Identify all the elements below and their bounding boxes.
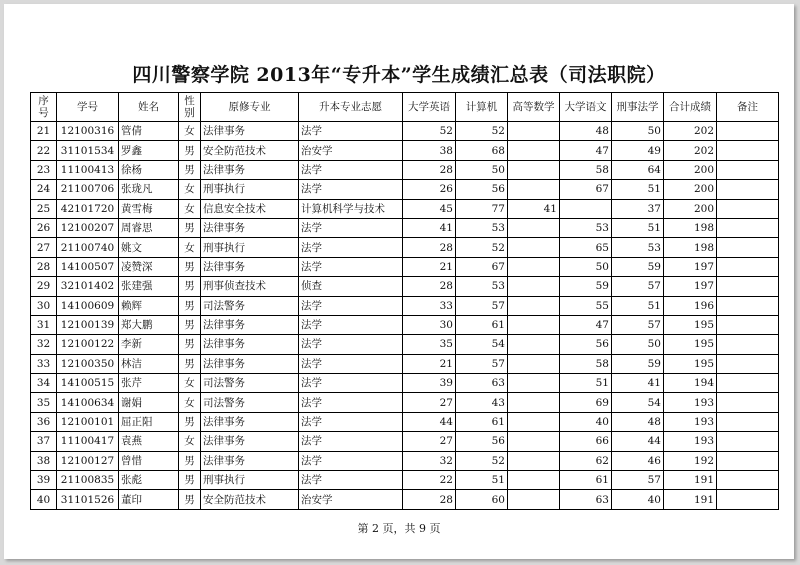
table-row [31,451,779,470]
cell-chinese: 40 [560,412,612,431]
cell-original-major: 法律事务 [201,160,299,179]
cell-criminal-law: 57 [612,315,664,334]
table-row [31,296,779,315]
cell-gender: 男 [179,471,201,490]
cell-gender: 女 [179,374,201,393]
cell-target-major: 法学 [299,238,403,257]
cell-chinese [560,199,612,218]
cell-student-id: 12100350 [57,354,119,373]
document-title: 四川警察学院 2013年“专升本”学生成绩汇总表（司法职院） [132,64,666,86]
table-row [31,432,779,451]
cell-original-major: 刑事执行 [201,238,299,257]
cell-name: 张芹 [119,374,179,393]
cell-name: 凌赞深 [119,257,179,276]
cell-math [508,218,560,237]
cell-student-id: 11100413 [57,160,119,179]
cell-computer: 67 [456,257,508,276]
cell-math [508,374,560,393]
header-criminal-law: 刑事法学 [612,93,664,122]
cell-total: 200 [664,180,717,199]
cell-math [508,315,560,334]
cell-english: 26 [403,180,456,199]
cell-student-id: 12100101 [57,412,119,431]
cell-english: 27 [403,393,456,412]
cell-gender: 男 [179,160,201,179]
cell-english: 33 [403,296,456,315]
cell-english: 28 [403,277,456,296]
cell-computer: 61 [456,315,508,334]
cell-math [508,335,560,354]
cell-original-major: 法律事务 [201,315,299,334]
cell-gender: 男 [179,141,201,160]
cell-english: 39 [403,374,456,393]
cell-computer: 61 [456,412,508,431]
cell-seq: 39 [31,471,57,490]
cell-remark [717,335,779,354]
cell-criminal-law: 59 [612,354,664,373]
cell-criminal-law: 53 [612,238,664,257]
cell-gender: 男 [179,490,201,509]
table-body [31,122,779,510]
cell-criminal-law: 41 [612,374,664,393]
cell-remark [717,218,779,237]
cell-student-id: 11100417 [57,432,119,451]
cell-criminal-law: 51 [612,218,664,237]
cell-english: 28 [403,160,456,179]
cell-student-id: 12100316 [57,122,119,141]
cell-remark [717,374,779,393]
header-student-id: 学号 [57,93,119,122]
cell-gender: 男 [179,354,201,373]
cell-remark [717,277,779,296]
cell-chinese: 51 [560,374,612,393]
cell-chinese: 65 [560,238,612,257]
cell-seq: 26 [31,218,57,237]
cell-total: 202 [664,122,717,141]
cell-seq: 23 [31,160,57,179]
cell-english: 28 [403,490,456,509]
cell-total: 200 [664,199,717,218]
cell-english: 21 [403,354,456,373]
cell-seq: 21 [31,122,57,141]
cell-target-major: 法学 [299,122,403,141]
cell-chinese: 55 [560,296,612,315]
table-row [31,374,779,393]
cell-chinese: 67 [560,180,612,199]
cell-total: 195 [664,315,717,334]
cell-name: 林洁 [119,354,179,373]
cell-original-major: 安全防范技术 [201,490,299,509]
cell-chinese: 59 [560,277,612,296]
cell-original-major: 法律事务 [201,412,299,431]
cell-original-major: 安全防范技术 [201,141,299,160]
cell-target-major: 法学 [299,354,403,373]
table-row [31,277,779,296]
cell-seq: 30 [31,296,57,315]
cell-seq: 32 [31,335,57,354]
cell-student-id: 21100835 [57,471,119,490]
cell-math [508,180,560,199]
cell-target-major: 法学 [299,393,403,412]
cell-criminal-law: 48 [612,412,664,431]
cell-criminal-law: 37 [612,199,664,218]
cell-student-id: 14100609 [57,296,119,315]
cell-remark [717,315,779,334]
cell-seq: 34 [31,374,57,393]
cell-total: 198 [664,238,717,257]
cell-total: 193 [664,432,717,451]
cell-student-id: 31101534 [57,141,119,160]
cell-remark [717,238,779,257]
table-row [31,218,779,237]
cell-original-major: 法律事务 [201,257,299,276]
cell-english: 30 [403,315,456,334]
cell-original-major: 法律事务 [201,218,299,237]
cell-remark [717,180,779,199]
cell-chinese: 58 [560,160,612,179]
cell-criminal-law: 44 [612,432,664,451]
cell-chinese: 47 [560,141,612,160]
cell-total: 200 [664,160,717,179]
cell-target-major: 法学 [299,471,403,490]
cell-computer: 50 [456,160,508,179]
cell-remark [717,122,779,141]
cell-math [508,122,560,141]
cell-name: 管倩 [119,122,179,141]
cell-english: 44 [403,412,456,431]
cell-gender: 女 [179,122,201,141]
header-gender: 性别 [179,93,201,122]
table-row [31,257,779,276]
cell-gender: 男 [179,257,201,276]
cell-student-id: 14100507 [57,257,119,276]
cell-math [508,141,560,160]
cell-math [508,471,560,490]
cell-target-major: 法学 [299,412,403,431]
cell-student-id: 31101526 [57,490,119,509]
table-row [31,199,779,218]
cell-target-major: 法学 [299,257,403,276]
cell-math [508,451,560,470]
cell-computer: 52 [456,238,508,257]
cell-remark [717,451,779,470]
cell-name: 黄雪梅 [119,199,179,218]
cell-total: 193 [664,393,717,412]
table-row [31,412,779,431]
cell-chinese: 48 [560,122,612,141]
cell-seq: 22 [31,141,57,160]
cell-remark [717,257,779,276]
cell-computer: 57 [456,354,508,373]
cell-gender: 男 [179,412,201,431]
header-total: 合计成绩 [664,93,717,122]
header-math: 高等数学 [508,93,560,122]
cell-gender: 女 [179,432,201,451]
cell-english: 41 [403,218,456,237]
cell-target-major: 法学 [299,160,403,179]
cell-name: 屈正阳 [119,412,179,431]
header-target-major: 升本专业志愿 [299,93,403,122]
cell-criminal-law: 57 [612,277,664,296]
table-row [31,471,779,490]
cell-gender: 男 [179,277,201,296]
cell-name: 赖辉 [119,296,179,315]
cell-remark [717,471,779,490]
score-table [30,92,779,510]
cell-original-major: 信息安全技术 [201,199,299,218]
cell-math [508,393,560,412]
cell-name: 周睿思 [119,218,179,237]
cell-student-id: 12100139 [57,315,119,334]
cell-student-id: 14100634 [57,393,119,412]
header-english: 大学英语 [403,93,456,122]
cell-name: 曾惜 [119,451,179,470]
cell-total: 197 [664,257,717,276]
cell-original-major: 法律事务 [201,432,299,451]
cell-seq: 40 [31,490,57,509]
cell-student-id: 21100740 [57,238,119,257]
cell-student-id: 12100122 [57,335,119,354]
cell-english: 32 [403,451,456,470]
table-row [31,335,779,354]
table-row [31,180,779,199]
document-page [4,4,794,559]
cell-original-major: 司法警务 [201,296,299,315]
cell-remark [717,412,779,431]
cell-english: 27 [403,432,456,451]
cell-seq: 25 [31,199,57,218]
cell-math [508,490,560,509]
cell-chinese: 66 [560,432,612,451]
cell-seq: 36 [31,412,57,431]
cell-total: 195 [664,354,717,373]
table-row [31,141,779,160]
cell-gender: 女 [179,393,201,412]
cell-math [508,412,560,431]
cell-criminal-law: 50 [612,122,664,141]
cell-computer: 54 [456,335,508,354]
cell-total: 196 [664,296,717,315]
cell-gender: 男 [179,315,201,334]
cell-name: 罗鑫 [119,141,179,160]
cell-original-major: 法律事务 [201,335,299,354]
cell-chinese: 47 [560,315,612,334]
cell-chinese: 50 [560,257,612,276]
cell-seq: 38 [31,451,57,470]
cell-target-major: 法学 [299,218,403,237]
cell-math [508,354,560,373]
cell-english: 45 [403,199,456,218]
cell-chinese: 53 [560,218,612,237]
cell-english: 28 [403,238,456,257]
header-name: 姓名 [119,93,179,122]
cell-english: 52 [403,122,456,141]
cell-name: 徐杨 [119,160,179,179]
table-row [31,354,779,373]
cell-criminal-law: 59 [612,257,664,276]
cell-computer: 52 [456,122,508,141]
cell-original-major: 司法警务 [201,393,299,412]
cell-math: 41 [508,199,560,218]
cell-original-major: 司法警务 [201,374,299,393]
page-number: 第 2 页，共 9 页 [357,522,441,535]
cell-gender: 男 [179,335,201,354]
cell-name: 张建强 [119,277,179,296]
cell-criminal-law: 49 [612,141,664,160]
cell-total: 197 [664,277,717,296]
cell-math [508,296,560,315]
cell-remark [717,393,779,412]
cell-criminal-law: 40 [612,490,664,509]
cell-chinese: 62 [560,451,612,470]
cell-target-major: 法学 [299,180,403,199]
cell-computer: 56 [456,432,508,451]
cell-seq: 29 [31,277,57,296]
cell-math [508,160,560,179]
cell-gender: 男 [179,218,201,237]
cell-name: 谢娟 [119,393,179,412]
cell-criminal-law: 51 [612,296,664,315]
cell-remark [717,199,779,218]
cell-original-major: 刑事执行 [201,180,299,199]
cell-seq: 31 [31,315,57,334]
cell-student-id: 42101720 [57,199,119,218]
cell-criminal-law: 46 [612,451,664,470]
cell-computer: 63 [456,374,508,393]
cell-chinese: 58 [560,354,612,373]
cell-english: 38 [403,141,456,160]
cell-target-major: 计算机科学与技术 [299,199,403,218]
table-row [31,160,779,179]
cell-student-id: 14100515 [57,374,119,393]
header-remark: 备注 [717,93,779,122]
cell-original-major: 法律事务 [201,122,299,141]
cell-target-major: 法学 [299,451,403,470]
cell-seq: 24 [31,180,57,199]
table-row [31,238,779,257]
cell-student-id: 21100706 [57,180,119,199]
cell-math [508,257,560,276]
cell-computer: 77 [456,199,508,218]
cell-target-major: 法学 [299,315,403,334]
cell-computer: 53 [456,218,508,237]
cell-remark [717,354,779,373]
header-computer: 计算机 [456,93,508,122]
cell-target-major: 法学 [299,335,403,354]
cell-seq: 37 [31,432,57,451]
cell-total: 191 [664,490,717,509]
cell-target-major: 侦查 [299,277,403,296]
table-row [31,315,779,334]
cell-student-id: 12100127 [57,451,119,470]
cell-total: 191 [664,471,717,490]
cell-criminal-law: 51 [612,180,664,199]
cell-original-major: 法律事务 [201,354,299,373]
cell-criminal-law: 50 [612,335,664,354]
cell-name: 董印 [119,490,179,509]
cell-original-major: 刑事侦查技术 [201,277,299,296]
cell-name: 郑大鹏 [119,315,179,334]
cell-criminal-law: 57 [612,471,664,490]
cell-target-major: 法学 [299,296,403,315]
table-header [31,93,779,122]
cell-name: 姚文 [119,238,179,257]
cell-total: 192 [664,451,717,470]
cell-computer: 51 [456,471,508,490]
table-row [31,122,779,141]
cell-total: 193 [664,412,717,431]
cell-name: 张珑凡 [119,180,179,199]
cell-chinese: 69 [560,393,612,412]
cell-english: 35 [403,335,456,354]
cell-computer: 53 [456,277,508,296]
cell-chinese: 56 [560,335,612,354]
cell-target-major: 治安学 [299,141,403,160]
cell-remark [717,160,779,179]
cell-computer: 57 [456,296,508,315]
cell-criminal-law: 54 [612,393,664,412]
cell-seq: 33 [31,354,57,373]
cell-total: 194 [664,374,717,393]
cell-gender: 女 [179,180,201,199]
header-chinese: 大学语文 [560,93,612,122]
cell-english: 21 [403,257,456,276]
cell-remark [717,490,779,509]
cell-target-major: 法学 [299,432,403,451]
cell-computer: 56 [456,180,508,199]
cell-chinese: 63 [560,490,612,509]
cell-student-id: 32101402 [57,277,119,296]
cell-name: 袁燕 [119,432,179,451]
cell-english: 22 [403,471,456,490]
cell-total: 198 [664,218,717,237]
cell-computer: 43 [456,393,508,412]
cell-seq: 27 [31,238,57,257]
cell-criminal-law: 64 [612,160,664,179]
cell-name: 李新 [119,335,179,354]
cell-name: 张彪 [119,471,179,490]
cell-math [508,432,560,451]
cell-computer: 52 [456,451,508,470]
cell-target-major: 治安学 [299,490,403,509]
cell-total: 202 [664,141,717,160]
header-seq: 序号 [31,93,57,122]
cell-seq: 35 [31,393,57,412]
cell-remark [717,296,779,315]
cell-total: 195 [664,335,717,354]
cell-target-major: 法学 [299,374,403,393]
cell-remark [717,432,779,451]
cell-gender: 女 [179,238,201,257]
cell-gender: 男 [179,451,201,470]
cell-math [508,238,560,257]
cell-gender: 男 [179,296,201,315]
header-original-major: 原修专业 [201,93,299,122]
cell-gender: 女 [179,199,201,218]
cell-remark [717,141,779,160]
cell-computer: 60 [456,490,508,509]
cell-seq: 28 [31,257,57,276]
cell-original-major: 刑事执行 [201,471,299,490]
table-row [31,490,779,509]
cell-student-id: 12100207 [57,218,119,237]
cell-chinese: 61 [560,471,612,490]
table-row [31,393,779,412]
cell-original-major: 法律事务 [201,451,299,470]
cell-computer: 68 [456,141,508,160]
cell-math [508,277,560,296]
